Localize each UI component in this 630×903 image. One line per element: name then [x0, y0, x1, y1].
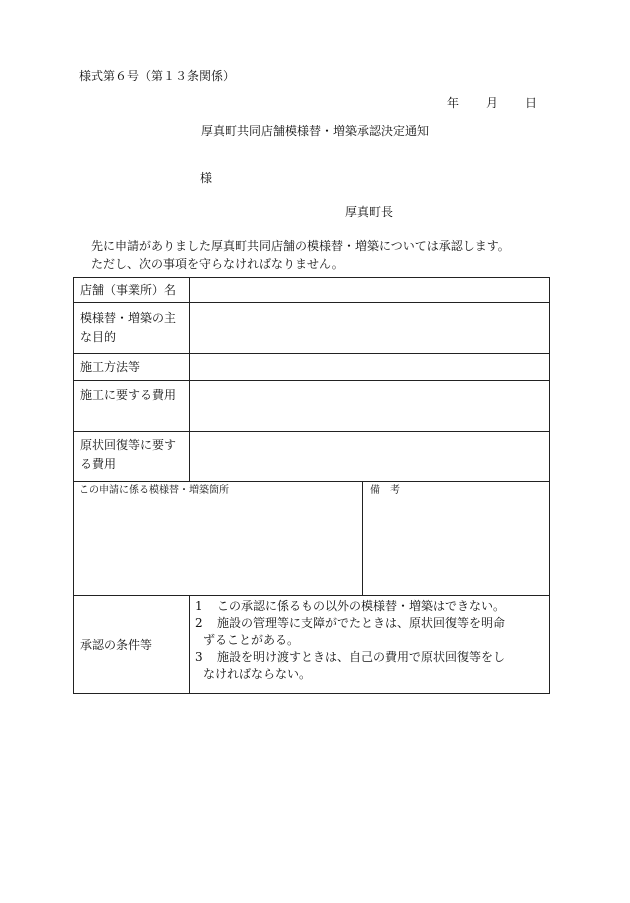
table-rule: [74, 353, 549, 354]
form-number: 様式第６号（第１３条関係）: [79, 69, 236, 83]
issuer-name: 厚真町長: [345, 205, 394, 219]
date-year-label: 年: [447, 96, 460, 110]
construction-method-label: 施工方法等: [80, 360, 141, 374]
condition-number: 2: [195, 616, 203, 630]
condition-item: [195, 598, 547, 615]
store-name-label: 店舗（事業所）名: [80, 283, 177, 297]
condition-number: 3: [195, 650, 203, 664]
notice-body: [79, 237, 510, 273]
table-column-rule: [189, 278, 190, 481]
addressee-suffix: 様: [200, 171, 213, 185]
condition-item: [195, 649, 547, 666]
condition-text: この承認に係るもの以外の模様替・増築はできない。: [217, 599, 506, 613]
location-label: この申請に係る模様替・増築箇所: [79, 485, 229, 496]
date-month-label: 月: [486, 96, 499, 110]
date-day-label: 日: [525, 96, 538, 110]
document-title: 厚真町共同店舗模様替・増築承認決定通知: [200, 124, 429, 138]
conditions-label: 承認の条件等: [80, 638, 153, 652]
condition-continuation: ずることがある。: [203, 633, 300, 647]
table-rule: [74, 380, 549, 381]
notice-body-line-2: ただし、次の事項を守らなければなりません。: [91, 257, 344, 271]
condition-continuation: なければならない。: [203, 667, 312, 681]
condition-text: 施設を明け渡すときは、自己の費用で原状回復等をし: [217, 650, 506, 664]
purpose-label: 模様替・増築の主な目的: [80, 311, 177, 344]
condition-text: 施設の管理等に支障がでたときは、原状回復等を明命: [217, 616, 506, 630]
restoration-cost-label: 原状回復等に要する費用: [80, 438, 177, 471]
table-rule: [74, 302, 549, 303]
notice-body-line-1: 先に申請がありました厚真町共同店舗の模様替・増築については承認します。: [91, 239, 510, 253]
condition-item: [195, 615, 547, 632]
condition-number: 1: [195, 599, 203, 613]
table-column-rule: [362, 481, 363, 595]
construction-cost-label: 施工に要する費用: [80, 388, 177, 402]
table-rule: [74, 431, 549, 432]
table-rule: [74, 481, 549, 482]
table-column-rule: [189, 595, 190, 694]
remarks-label: 備 考: [370, 485, 400, 496]
table-rule: [74, 595, 549, 596]
conditions-list: [195, 598, 547, 683]
